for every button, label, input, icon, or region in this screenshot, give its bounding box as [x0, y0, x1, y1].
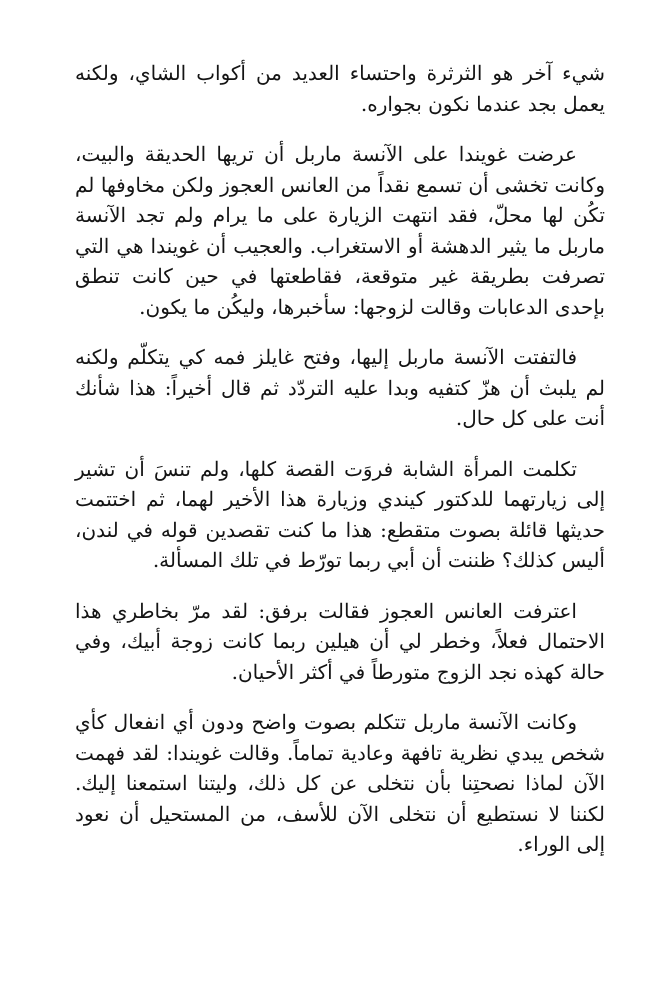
paragraph-4: تكلمت المرأة الشابة فروَت القصة كلها، ولم تنسَ أن تشير إلى زيارتهما للدكتور كيندي وزيارة هذا الأخير لهما، ثم اختتمت حديثها قائلة بصوت متقطع: هذا ما كنت تقصدين قوله في لندن، أليس كذلك؟ ظننت أن أبي ربما تورّط في تلك المسألة.	[75, 456, 605, 572]
paragraph-5: اعترفت العانس العجوز فقالت برفق: لقد مرّ بخاطري هذا الاحتمال فعلاً، وخطر لي أن هيلين ربما كانت زوجة أبيك، وفي حالة كهذه نجد الزوج متورطاً في أكثر الأحيان.	[75, 598, 605, 684]
paragraph-2: عرضت غويندا على الآنسة ماربل أن تريها الحديقة والبيت، وكانت تخشى أن تسمع نقداً من العانس العجوز ولكن مخاوفها لم تكُن لها محلّ، فقد انتهت الزيارة على ما يرام ولم تجد الآنسة ماربل ما يثير الدهشة أو الاستغراب. والعجيب أن غويندا هي التي تصرفت بطريقة غير متوقعة، فقاطعتها في حين كانت تنطق بإحدى الدعابات وقالت لزوجها: سأخبرها، وليكُن ما يكون.	[75, 142, 605, 319]
paragraph-1: شيء آخر هو الثرثرة واحتساء العديد من أكواب الشاي، ولكنه يعمل بجد عندما نكون بجواره.	[75, 61, 605, 116]
page-text-body	[75, 58, 605, 880]
paragraph-6: وكانت الآنسة ماربل تتكلم بصوت واضح ودون أي انفعال كأي شخص يبدي نظرية تافهة وعادية تماماً. وقالت غويندا: لقد فهمت الآن لماذا نصحتِنا بأن نتخلى عن كل ذلك، وليتنا استمعنا إليك. لكننا لا نستطيع أن نتخلى الآن للأسف، من المستحيل أن نعود إلى الوراء.	[75, 710, 605, 856]
paragraph-3: فالتفتت الآنسة ماربل إليها، وفتح غايلز فمه كي يتكلّم ولكنه لم يلبث أن هزّ كتفيه وبدا عليه التردّد ثم قال أخيراً: هذا شأنك أنت على كل حال.	[75, 345, 605, 430]
